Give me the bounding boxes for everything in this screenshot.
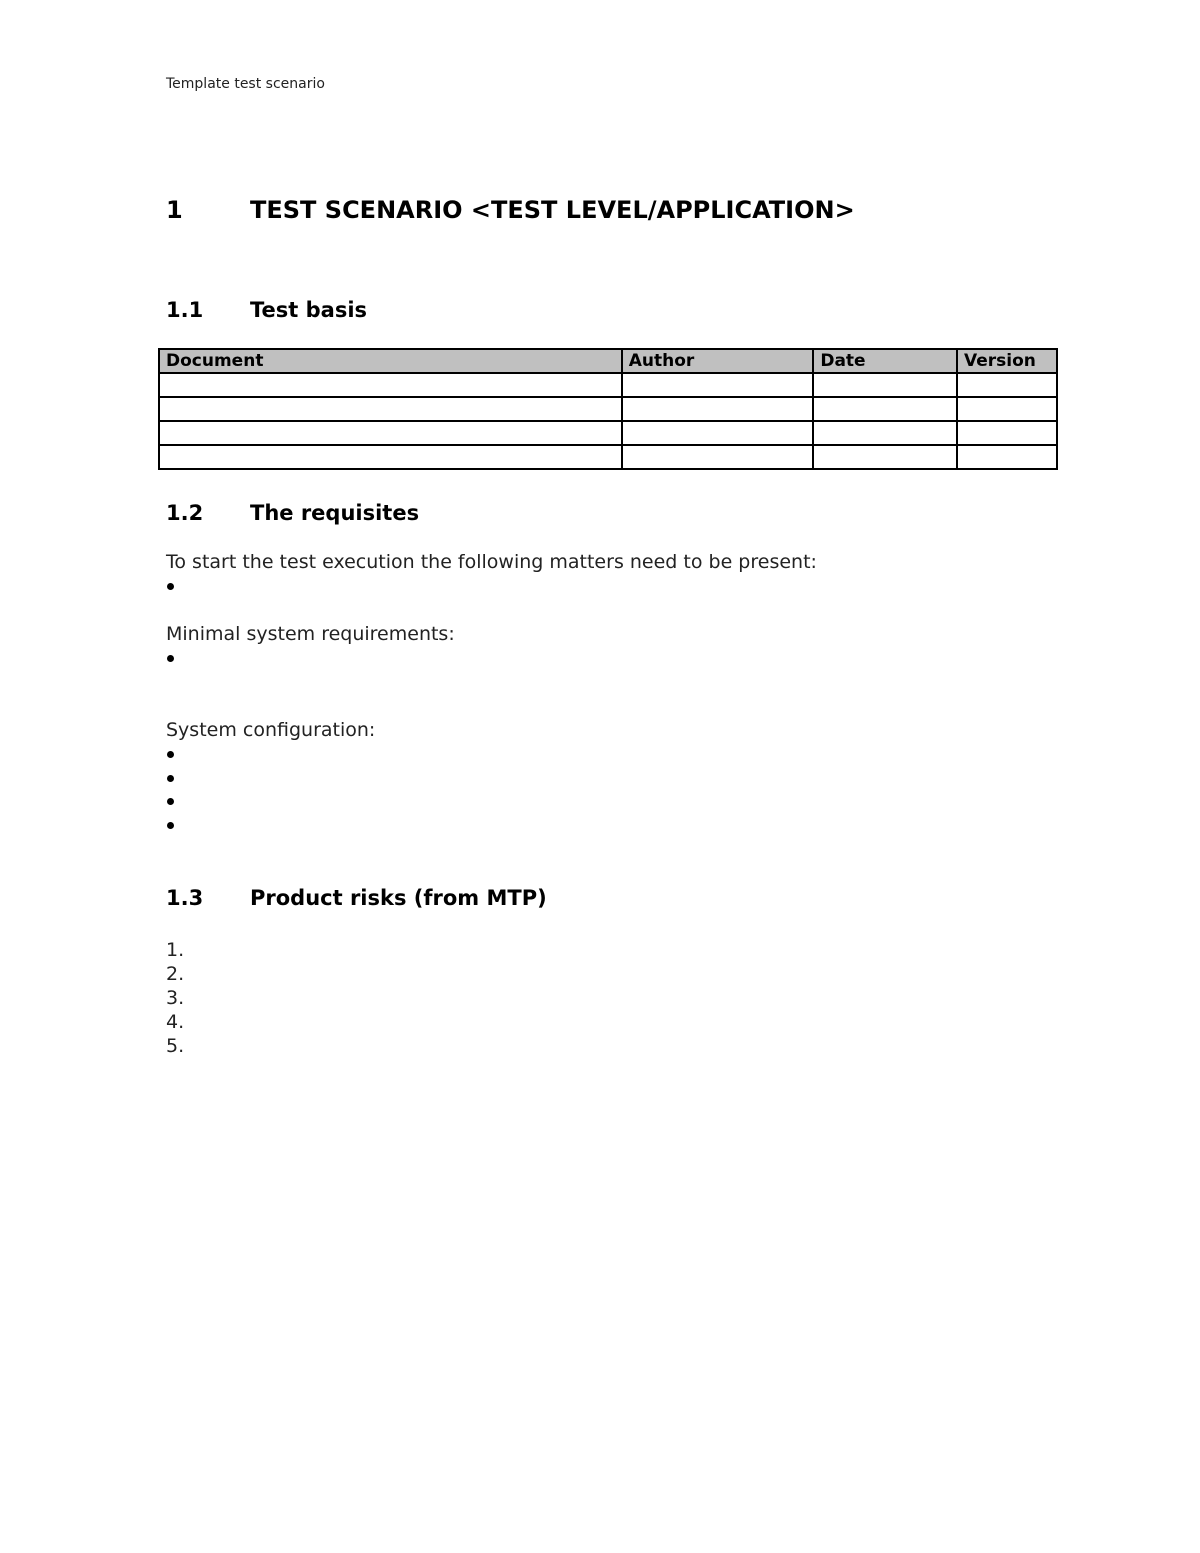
running-header: Template test scenario	[166, 76, 325, 92]
section-title: Test basis	[250, 298, 368, 322]
table-cell[interactable]	[813, 445, 957, 469]
list-item: 3.	[166, 987, 185, 1009]
section-number: 1.3	[166, 886, 204, 910]
table-cell[interactable]	[159, 421, 622, 445]
list-item: 1.	[166, 939, 185, 961]
table-cell[interactable]	[622, 397, 814, 421]
bullet-point	[167, 798, 174, 805]
section-number: 1.2	[166, 501, 204, 525]
table-cell[interactable]	[159, 445, 622, 469]
requisites-intro: To start the test execution the following matters need to be present:	[166, 551, 817, 573]
column-header-author: Author	[622, 349, 814, 373]
bullet-point	[167, 583, 174, 590]
bullet-point	[167, 775, 174, 782]
table-header-row	[159, 349, 1057, 373]
table-cell[interactable]	[622, 373, 814, 397]
list-item: 4.	[166, 1011, 185, 1033]
chapter-number: 1	[166, 196, 183, 224]
table-cell[interactable]	[813, 397, 957, 421]
table-row	[159, 397, 1057, 421]
table-cell[interactable]	[957, 397, 1057, 421]
bullet-point	[167, 655, 174, 662]
table-row	[159, 373, 1057, 397]
section-heading-product-risks	[166, 886, 547, 910]
table-row	[159, 421, 1057, 445]
column-header-version: Version	[957, 349, 1057, 373]
section-number: 1.1	[166, 298, 204, 322]
bullet-point	[167, 822, 174, 829]
section-title: Product risks (from MTP)	[250, 886, 547, 910]
table-cell[interactable]	[957, 421, 1057, 445]
list-item: 5.	[166, 1035, 185, 1057]
table-cell[interactable]	[957, 445, 1057, 469]
list-item: 2.	[166, 963, 185, 985]
column-header-document: Document	[159, 349, 622, 373]
section-title: The requisites	[250, 501, 420, 525]
table-cell[interactable]	[957, 373, 1057, 397]
test-basis-table	[158, 348, 1058, 470]
table-cell[interactable]	[813, 373, 957, 397]
table-cell[interactable]	[159, 397, 622, 421]
bullet-point	[167, 751, 174, 758]
table-cell[interactable]	[622, 421, 814, 445]
column-header-date: Date	[813, 349, 957, 373]
minimal-requirements-label: Minimal system requirements:	[166, 623, 455, 645]
table-cell[interactable]	[622, 445, 814, 469]
table-cell[interactable]	[159, 373, 622, 397]
section-heading-test-basis	[166, 298, 367, 322]
product-risks-list	[166, 938, 184, 1058]
chapter-title: TEST SCENARIO <TEST LEVEL/APPLICATION>	[250, 196, 855, 224]
chapter-heading	[166, 196, 855, 224]
table-cell[interactable]	[813, 421, 957, 445]
section-heading-requisites	[166, 501, 419, 525]
system-configuration-label: System configuration:	[166, 719, 376, 741]
table-row	[159, 445, 1057, 469]
